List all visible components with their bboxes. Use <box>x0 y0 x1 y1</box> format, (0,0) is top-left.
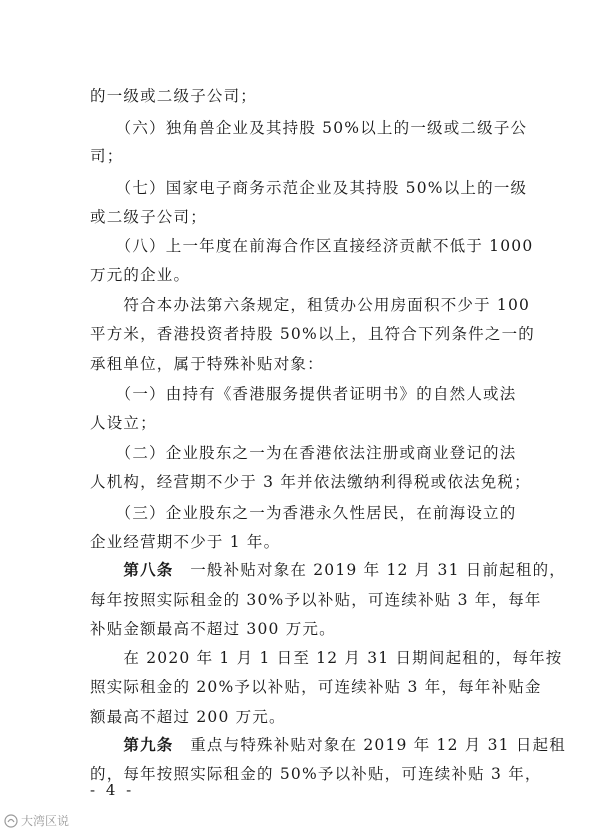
text-line <box>90 146 123 166</box>
article-heading: 第八条 <box>90 561 174 579</box>
text-line <box>90 413 157 433</box>
line-text: 额最高不超过 200 万元。 <box>90 708 286 726</box>
line-text: 补贴金额最高不超过 300 万元。 <box>90 620 336 638</box>
text-line <box>90 86 257 106</box>
line-text: 平方米，香港投资者持股 50%以上，且符合下列条件之一的 <box>90 325 535 343</box>
line-text: （二）企业股东之一为在香港依法注册或商业登记的法 <box>90 444 517 462</box>
text-line <box>90 619 336 639</box>
line-text: 的，每年按照实际租金的 50%予以补贴，可连续补贴 3 年， <box>90 765 542 783</box>
text-line <box>90 590 542 610</box>
text-line <box>90 354 324 374</box>
article-heading: 第九条 <box>90 736 174 754</box>
text-line <box>90 532 280 552</box>
line-text: （七）国家电子商务示范企业及其持股 50%以上的一级 <box>90 179 528 197</box>
line-text: 企业经营期不少于 1 年。 <box>90 533 281 551</box>
text-line <box>90 118 527 138</box>
text-line <box>90 324 535 344</box>
line-text: （八）上一年度在前海合作区直接经济贡献不低于 1000 <box>90 237 534 255</box>
line-text: （三）企业股东之一为香港永久性居民，在前海设立的 <box>90 504 517 522</box>
line-text: 重点与特殊补贴对象在 2019 年 12 月 31 日起租 <box>173 736 566 754</box>
text-line <box>90 560 566 580</box>
line-text: 万元的企业。 <box>90 266 191 284</box>
line-text: 在 2020 年 1 月 1 日至 12 月 31 日期间起租的，每年按 <box>90 649 563 667</box>
text-line <box>90 764 542 784</box>
text-line <box>90 236 533 256</box>
text-line <box>90 735 566 755</box>
text-line <box>90 503 516 523</box>
text-line <box>90 265 190 285</box>
line-text: 的一级或二级子公司； <box>90 87 258 105</box>
line-text: 照实际租金的 20%予以补贴，可连续补贴 3 年，每年补贴金 <box>90 678 542 696</box>
text-line <box>90 677 542 697</box>
text-line <box>90 384 516 404</box>
line-text: 人设立； <box>90 414 157 432</box>
watermark-logo-icon <box>4 814 18 828</box>
watermark-text: 大湾区说 <box>21 814 70 828</box>
line-text: 每年按照实际租金的 30%予以补贴，可连续补贴 3 年，每年 <box>90 591 542 609</box>
watermark <box>4 812 69 829</box>
text-line <box>90 648 563 668</box>
text-line <box>90 472 531 492</box>
text-line <box>90 207 207 227</box>
line-text: 或二级子公司； <box>90 208 207 226</box>
line-text: （六）独角兽企业及其持股 50%以上的一级或二级子公 <box>90 119 528 137</box>
text-line <box>90 707 286 727</box>
line-text: 一般补贴对象在 2019 年 12 月 31 日前起租的， <box>173 561 566 579</box>
line-text: 人机构，经营期不少于 3 年并依法缴纳利得税或依法免税； <box>90 473 531 491</box>
line-text: 承租单位，属于特殊补贴对象： <box>90 355 324 373</box>
line-text: 司； <box>90 147 124 165</box>
line-text: （一）由持有《香港服务提供者证明书》的自然人或法 <box>90 385 517 403</box>
text-line <box>90 295 530 315</box>
text-line <box>90 178 527 198</box>
page-number: - 4 - <box>90 781 135 799</box>
line-text: 符合本办法第六条规定，租赁办公用房面积不少于 100 <box>90 296 531 314</box>
text-line <box>90 443 516 463</box>
